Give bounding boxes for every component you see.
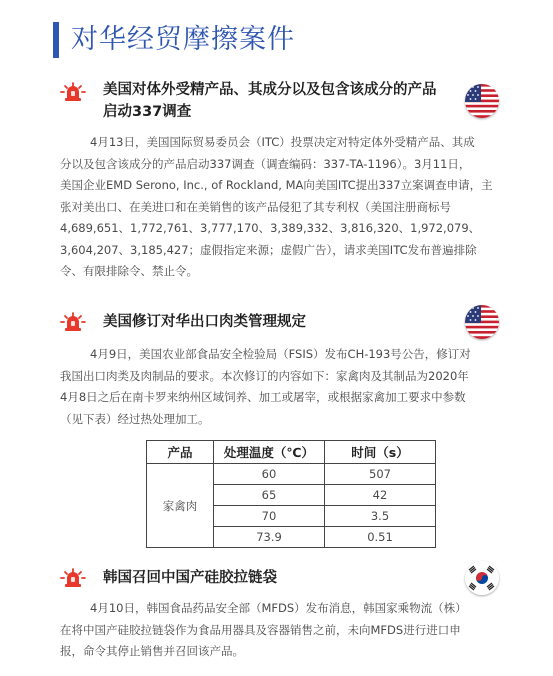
header-accent-bar — [53, 22, 59, 58]
temp-cell: 60 — [214, 464, 325, 485]
paragraph-line: 4月8日之后在南卡罗来纳州区域饲养、加工或屠宰，或根据家禽加工要求中参数 — [60, 390, 466, 404]
paragraph-line: 张对美出口、在美进口和在美销售的该产品侵犯了其专利权（美国注册商标号 — [60, 199, 451, 214]
paragraph-line: 令、有限排除令、禁止令。 — [60, 264, 198, 278]
us-flag-icon — [465, 84, 499, 118]
section-title-line2: 启动337调查 — [103, 104, 192, 120]
heat-treatment-table — [146, 440, 436, 548]
product-cell: 家禽肉 — [147, 464, 214, 548]
section-title: 韩国召回中国产硅胶拉链袋 — [103, 570, 277, 586]
paragraph-line: 4月13日，美国国际贸易委员会（ITC）投票决定对特定体外受精产品、其成 — [90, 135, 475, 149]
paragraph-line: 报，命令其停止销售并召回该产品。 — [60, 644, 244, 658]
table-header-cell: 处理温度（℃） — [214, 441, 325, 464]
paragraph-line: 在将中国产硅胶拉链袋作为食品用器具及容器销售之前，未向MFDS进行进口申 — [60, 622, 461, 637]
paragraph-line: 分以及包含该成分的产品启动337调查（调查编码：337-TA-1196）。3月11日， — [60, 156, 471, 171]
table-row — [147, 464, 436, 485]
paragraph-line: 4月9日，美国农业部食品安全检验局（FSIS）发布CH-193号公告，修订对 — [90, 347, 471, 361]
section-paragraph — [60, 344, 500, 430]
table-header-cell: 产品 — [147, 441, 214, 464]
siren-icon — [60, 310, 86, 334]
temp-cell: 70 — [214, 506, 325, 527]
section-title: 美国修订对华出口肉类管理规定 — [103, 314, 306, 330]
table-header-cell: 时间（s） — [325, 441, 436, 464]
us-flag-icon — [465, 305, 499, 339]
paragraph-line: 4月10日，韩国食品药品安全部（MFDS）发布消息，韩国家乘物流（株） — [90, 601, 467, 615]
section-title: 美国对体外受精产品、其成分以及包含该成分的产品 — [103, 82, 437, 98]
time-cell: 0.51 — [325, 527, 436, 548]
table-header-row — [147, 441, 436, 464]
paragraph-line: 3,604,207、3,185,427；虚假指定来源；虚假广告），请求美国ITC发布普遍排除 — [60, 242, 477, 257]
page-title: 对华经贸摩擦案件 — [71, 24, 295, 55]
kr-flag-icon — [465, 561, 499, 595]
section-paragraph — [60, 132, 500, 283]
paragraph-line: 4,689,651、1,772,761、3,777,170、3,389,332、3,816,320、1,972,079、 — [60, 221, 481, 235]
time-cell: 42 — [325, 485, 436, 506]
time-cell: 507 — [325, 464, 436, 485]
section-paragraph — [60, 598, 500, 663]
temp-cell: 65 — [214, 485, 325, 506]
time-cell: 3.5 — [325, 506, 436, 527]
temp-cell: 73.9 — [214, 527, 325, 548]
siren-icon — [60, 80, 86, 104]
paragraph-line: 美国企业EMD Serono, Inc., of Rockland, MA向美国ITC提出337立案调查申请，主 — [60, 178, 493, 192]
siren-icon — [60, 566, 86, 590]
paragraph-line: （见下表）经过热处理加工。 — [60, 411, 210, 426]
page-header — [53, 18, 533, 62]
paragraph-line: 我国出口肉类及肉制品的要求。本次修订的内容如下：家禽肉及其制品为2020年 — [60, 368, 469, 383]
